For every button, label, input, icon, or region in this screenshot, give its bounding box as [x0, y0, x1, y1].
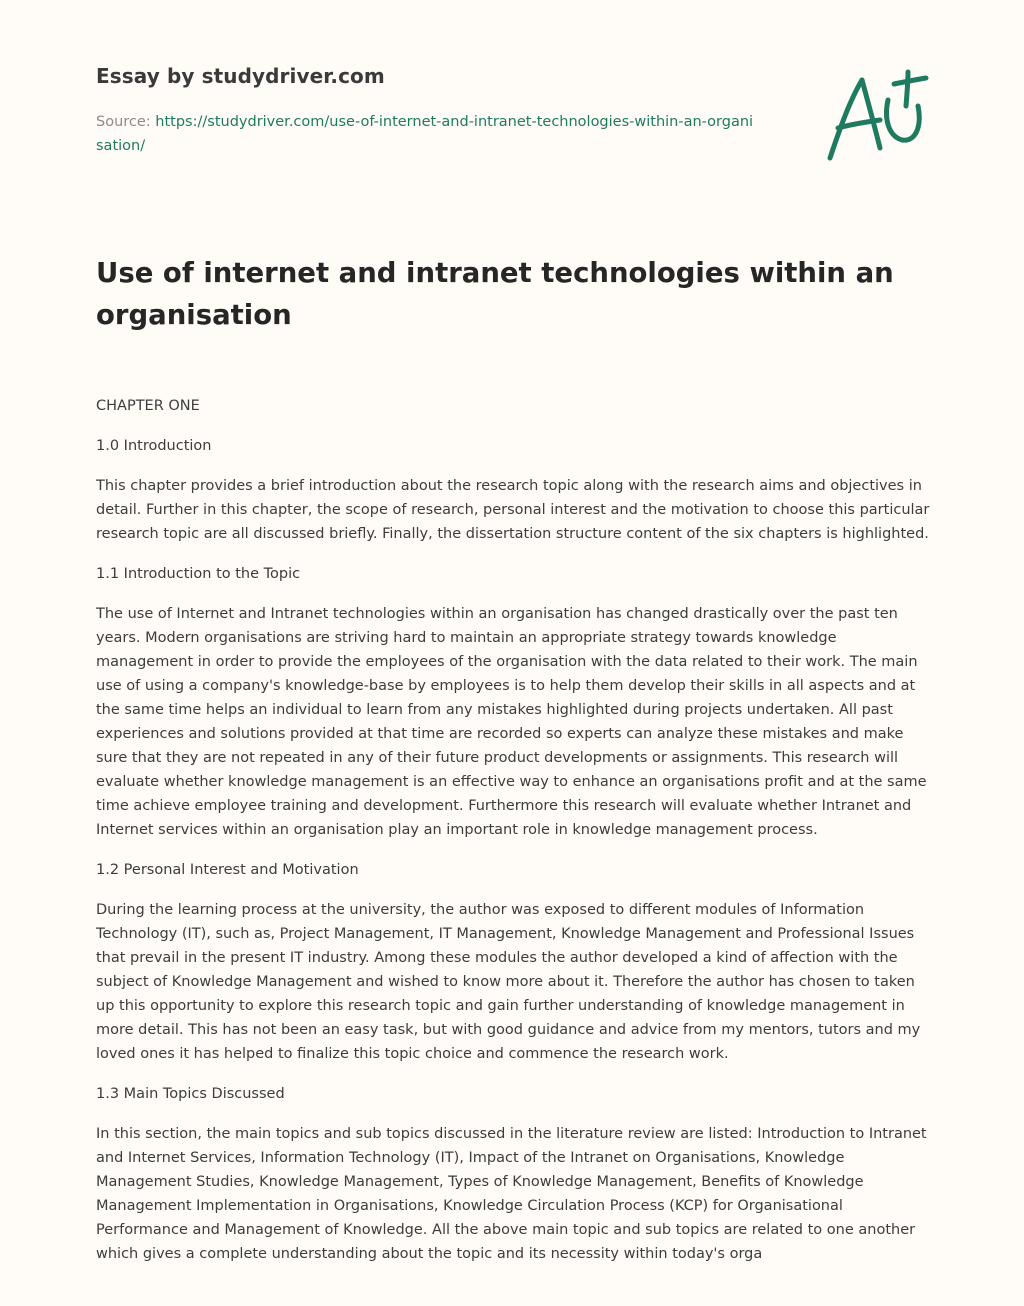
section-heading-intro: 1.0 Introduction — [96, 438, 212, 454]
section-heading-topic: 1.1 Introduction to the Topic — [96, 566, 301, 582]
a-plus-logo-icon — [822, 66, 932, 166]
source-line — [96, 110, 756, 158]
source-label: Source: — [96, 114, 156, 130]
paragraph-motivation: During the learning process at the university, the author was exposed to different modules of Information Technology (IT), such as, Project Management, IT Management, Knowledge Management and Professional Issues that prevail in the present IT industry. Among these modules the author developed a kind of affection with the subject of Knowledge Management and wished to know more about it. Therefore the author has chosen to taken up this opportunity to explore this research topic and gain further understanding of knowledge management in more detail. This has not been an easy task, but with good guidance and advice from my mentors, tutors and my loved ones it has helped to finalize this topic choice and commence the research work. — [96, 902, 921, 1062]
site-brand: Essay by studydriver.com — [96, 64, 385, 88]
section-heading-motivation: 1.2 Personal Interest and Motivation — [96, 862, 359, 878]
paragraph-main-topics: In this section, the main topics and sub topics discussed in the literature review are listed: Introduction to Intranet and Internet Services, Information Technology (IT), Impact of the Intranet on Organisations, Knowledge Management Studies, Knowledge Management, Types of Knowledge Management, Benefits of Knowledge Management Implementation in Organisations, Knowledge Circulation Process (KCP) for Organisational Performance and Management of Knowledge. All the above main topic and sub topics are related to one another which gives a complete understanding about the topic and its necessity within today's orga — [96, 1126, 927, 1262]
source-link[interactable]: https://studydriver.com/use-of-internet-and-intranet-technologies-within-an-organisation/ — [96, 114, 754, 154]
essay-title: Use of internet and intranet technologies within an organisation — [96, 257, 894, 331]
section-heading-main-topics: 1.3 Main Topics Discussed — [96, 1086, 285, 1102]
paragraph-intro: This chapter provides a brief introduction about the research topic along with the research aims and objectives in detail. Further in this chapter, the scope of research, personal interest and the motivation to choose this particular research topic are all discussed briefly. Finally, the dissertation structure content of the six chapters is highlighted. — [96, 478, 930, 542]
paragraph-topic: The use of Internet and Intranet technologies within an organisation has changed drastically over the past ten years. Modern organisations are striving hard to maintain an appropriate strategy towards knowledge management in order to provide the employees of the organisation with the data related to their work. The main use of using a company's knowledge-base by employees is to help them develop their skills in all aspects and at the same time helps an individual to learn from any mistakes highlighted during projects undertaken. All past experiences and solutions provided at that time are recorded so experts can analyze these mistakes and make sure that they are not repeated in any of their future product developments or assignments. This research will evaluate whether knowledge management is an effective way to enhance an organisations profit and at the same time achieve employee training and development. Furthermore this research will evaluate whether Intranet and Internet services within an organisation play an important role in knowledge management process. — [96, 606, 927, 838]
chapter-heading: CHAPTER ONE — [96, 398, 200, 414]
a-plus-logo — [822, 66, 932, 166]
essay-body — [96, 394, 936, 1282]
